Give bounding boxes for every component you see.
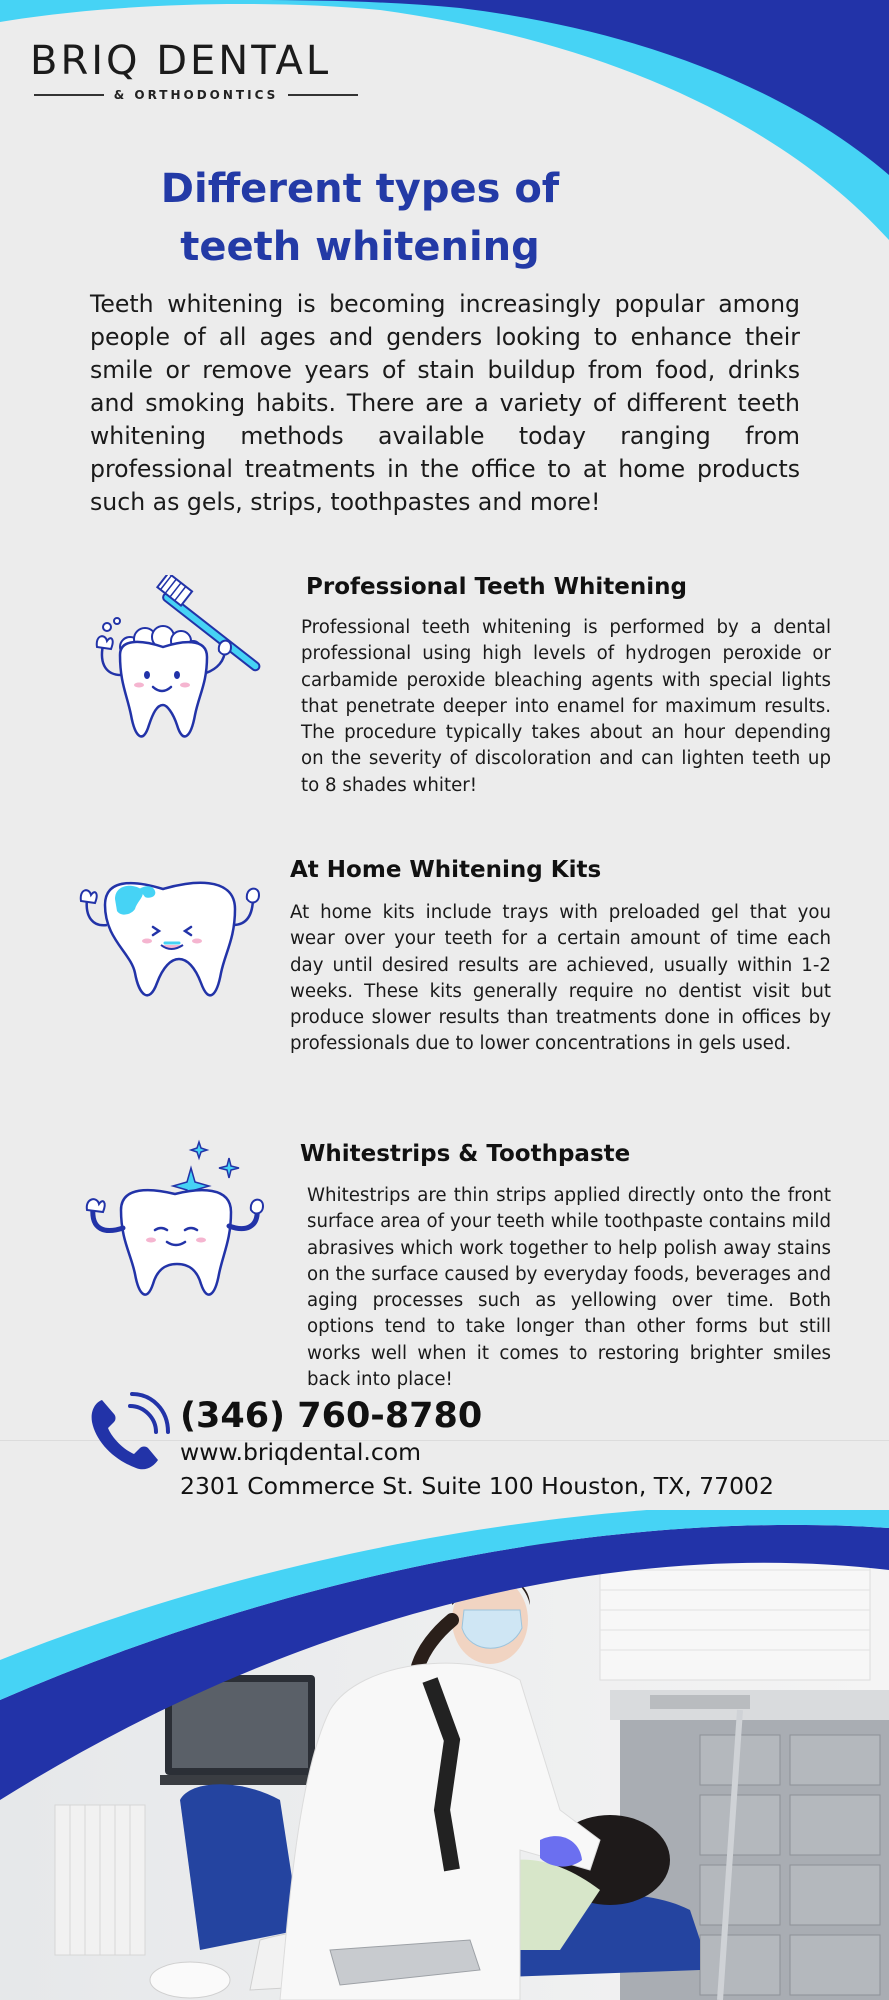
intro-paragraph: Teeth whitening is becoming increasingly popular among people of all ages and genders looking to enhance their smile or remove years of stain buildup from food, drinks and smoking habits. There are a variety of different teeth whitening methods available today ranging from professional treatments in the office to at home products such as gels, strips, toothpastes and more! [90,290,800,516]
page-title-line2: teeth whitening [180,224,540,270]
tooth-brushing-icon [85,575,275,750]
section-title-home-kits: At Home Whitening Kits [290,857,602,883]
page-title-line1: Different types of [160,166,560,212]
tagline-right-rule [288,94,358,96]
section-body-professional: Professional teeth whitening is performed by a dental professional using high levels of hydrogen peroxide or carbamide peroxide bleaching agents with special lights that penetrate deeper into enamel for maximum results. The procedure typically takes about an hour depending on the severity of discoloration and can lighten teeth up to 8 shades whiter! [301,617,831,796]
page-title [100,160,620,276]
tooth-sparkle-icon [85,1138,275,1308]
tooth-stained-icon [75,855,265,1015]
brand-name: BRIQ DENTAL [30,38,332,84]
brand-logo [30,38,360,84]
contact-address: 2301 Commerce St. Suite 100 Houston, TX, 77002 [180,1472,774,1500]
section-body-whitestrips: Whitestrips are thin strips applied directly onto the front surface area of your teeth while toothpaste contains mild abrasives which work together to help polish away stains on the surface caused by everyday foods, beverages and aging processes such as yellowing over time. Both options tend to take longer than other forms but still works well when it comes to restoring brighter smiles back into place! [307,1185,831,1391]
contact-website[interactable]: www.briqdental.com [180,1438,422,1466]
brand-tagline: & ORTHODONTICS [113,88,279,102]
contact-phone[interactable]: (346) 760-8780 [180,1396,483,1436]
section-body-home-kits: At home kits include trays with preloaded gel that you wear over your teeth for a certain amount of time each day until desired results are achieved, usually within 1-2 weeks. These kits generally require no dentist visit but produce slower results than treatments done in offices by professionals due to lower concentrations in gels used. [290,902,831,1055]
phone-icon [88,1392,170,1474]
section-title-whitestrips: Whitestrips & Toothpaste [300,1141,631,1167]
dental-clinic-photo [0,1510,889,2000]
section-title-professional: Professional Teeth Whitening [306,574,687,600]
brand-tagline-row [34,86,358,104]
tagline-left-rule [34,94,104,96]
